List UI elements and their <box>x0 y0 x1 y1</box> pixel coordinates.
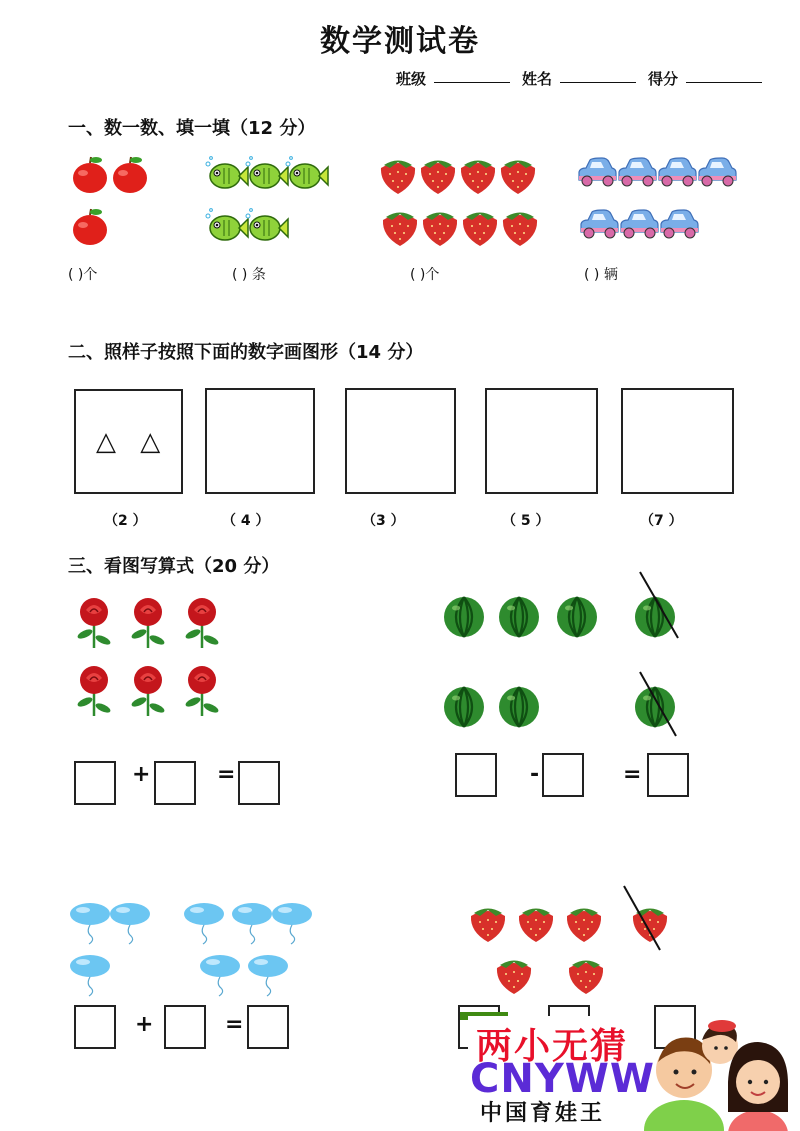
triangle-shapes: △ △ <box>96 427 169 457</box>
page-title: 数学测试卷 <box>320 24 480 59</box>
strawberry-count-blank[interactable]: ( )个 <box>410 267 440 283</box>
balloon-icon <box>110 902 150 944</box>
section1-title: 一、数一数、填一填（12 分） <box>68 118 316 139</box>
box-label: （3 ） <box>362 513 405 529</box>
plus-operator: + <box>135 1012 154 1037</box>
problem4-pictures <box>400 0 800 1131</box>
section3-title: 三、看图写算式（20 分） <box>68 556 280 577</box>
equals-sign: = <box>623 762 642 787</box>
plus-operator: + <box>132 762 151 787</box>
balloon-icon <box>232 902 272 944</box>
apple-count-blank[interactable]: ( )个 <box>68 267 98 283</box>
score-label: 得分 <box>648 70 679 88</box>
cartoon-family-icon <box>636 1012 796 1131</box>
strawberry-icon <box>516 902 556 944</box>
minus-operator: - <box>530 762 540 787</box>
answer-box[interactable] <box>247 1005 289 1049</box>
strawberry-icon <box>494 954 534 996</box>
box-label: （7 ） <box>640 513 683 529</box>
balloon-icon <box>184 902 224 944</box>
balloon-icon <box>70 902 110 944</box>
class-label: 班级 <box>396 70 427 88</box>
box-label: （ 5 ） <box>502 513 550 529</box>
strawberry-icon <box>468 902 508 944</box>
fish-count-blank[interactable]: ( ) 条 <box>232 267 266 283</box>
balloon-icon <box>200 954 240 996</box>
balloon-icon <box>272 902 312 944</box>
balloon-icon <box>248 954 288 996</box>
strawberry-icon <box>566 954 606 996</box>
cross-out-line <box>620 884 670 954</box>
strawberry-icon <box>564 902 604 944</box>
balloon-icon <box>70 954 110 996</box>
section2-title: 二、照样子按照下面的数字画图形（14 分） <box>68 342 424 363</box>
watermark-cn: 两小无猜 <box>476 1026 629 1067</box>
answer-box[interactable] <box>164 1005 206 1049</box>
watermark-sub: 中国育娃王 <box>480 1101 606 1126</box>
box-label: （2 ） <box>104 513 147 529</box>
box-label: （ 4 ） <box>222 513 270 529</box>
watermark-en: CNYWW <box>470 1056 656 1102</box>
car-count-blank[interactable]: ( ) 辆 <box>584 267 618 283</box>
equals-sign: = <box>217 762 236 787</box>
answer-box[interactable] <box>74 1005 116 1049</box>
name-label: 姓名 <box>522 70 553 88</box>
equals-sign: = <box>225 1012 244 1037</box>
